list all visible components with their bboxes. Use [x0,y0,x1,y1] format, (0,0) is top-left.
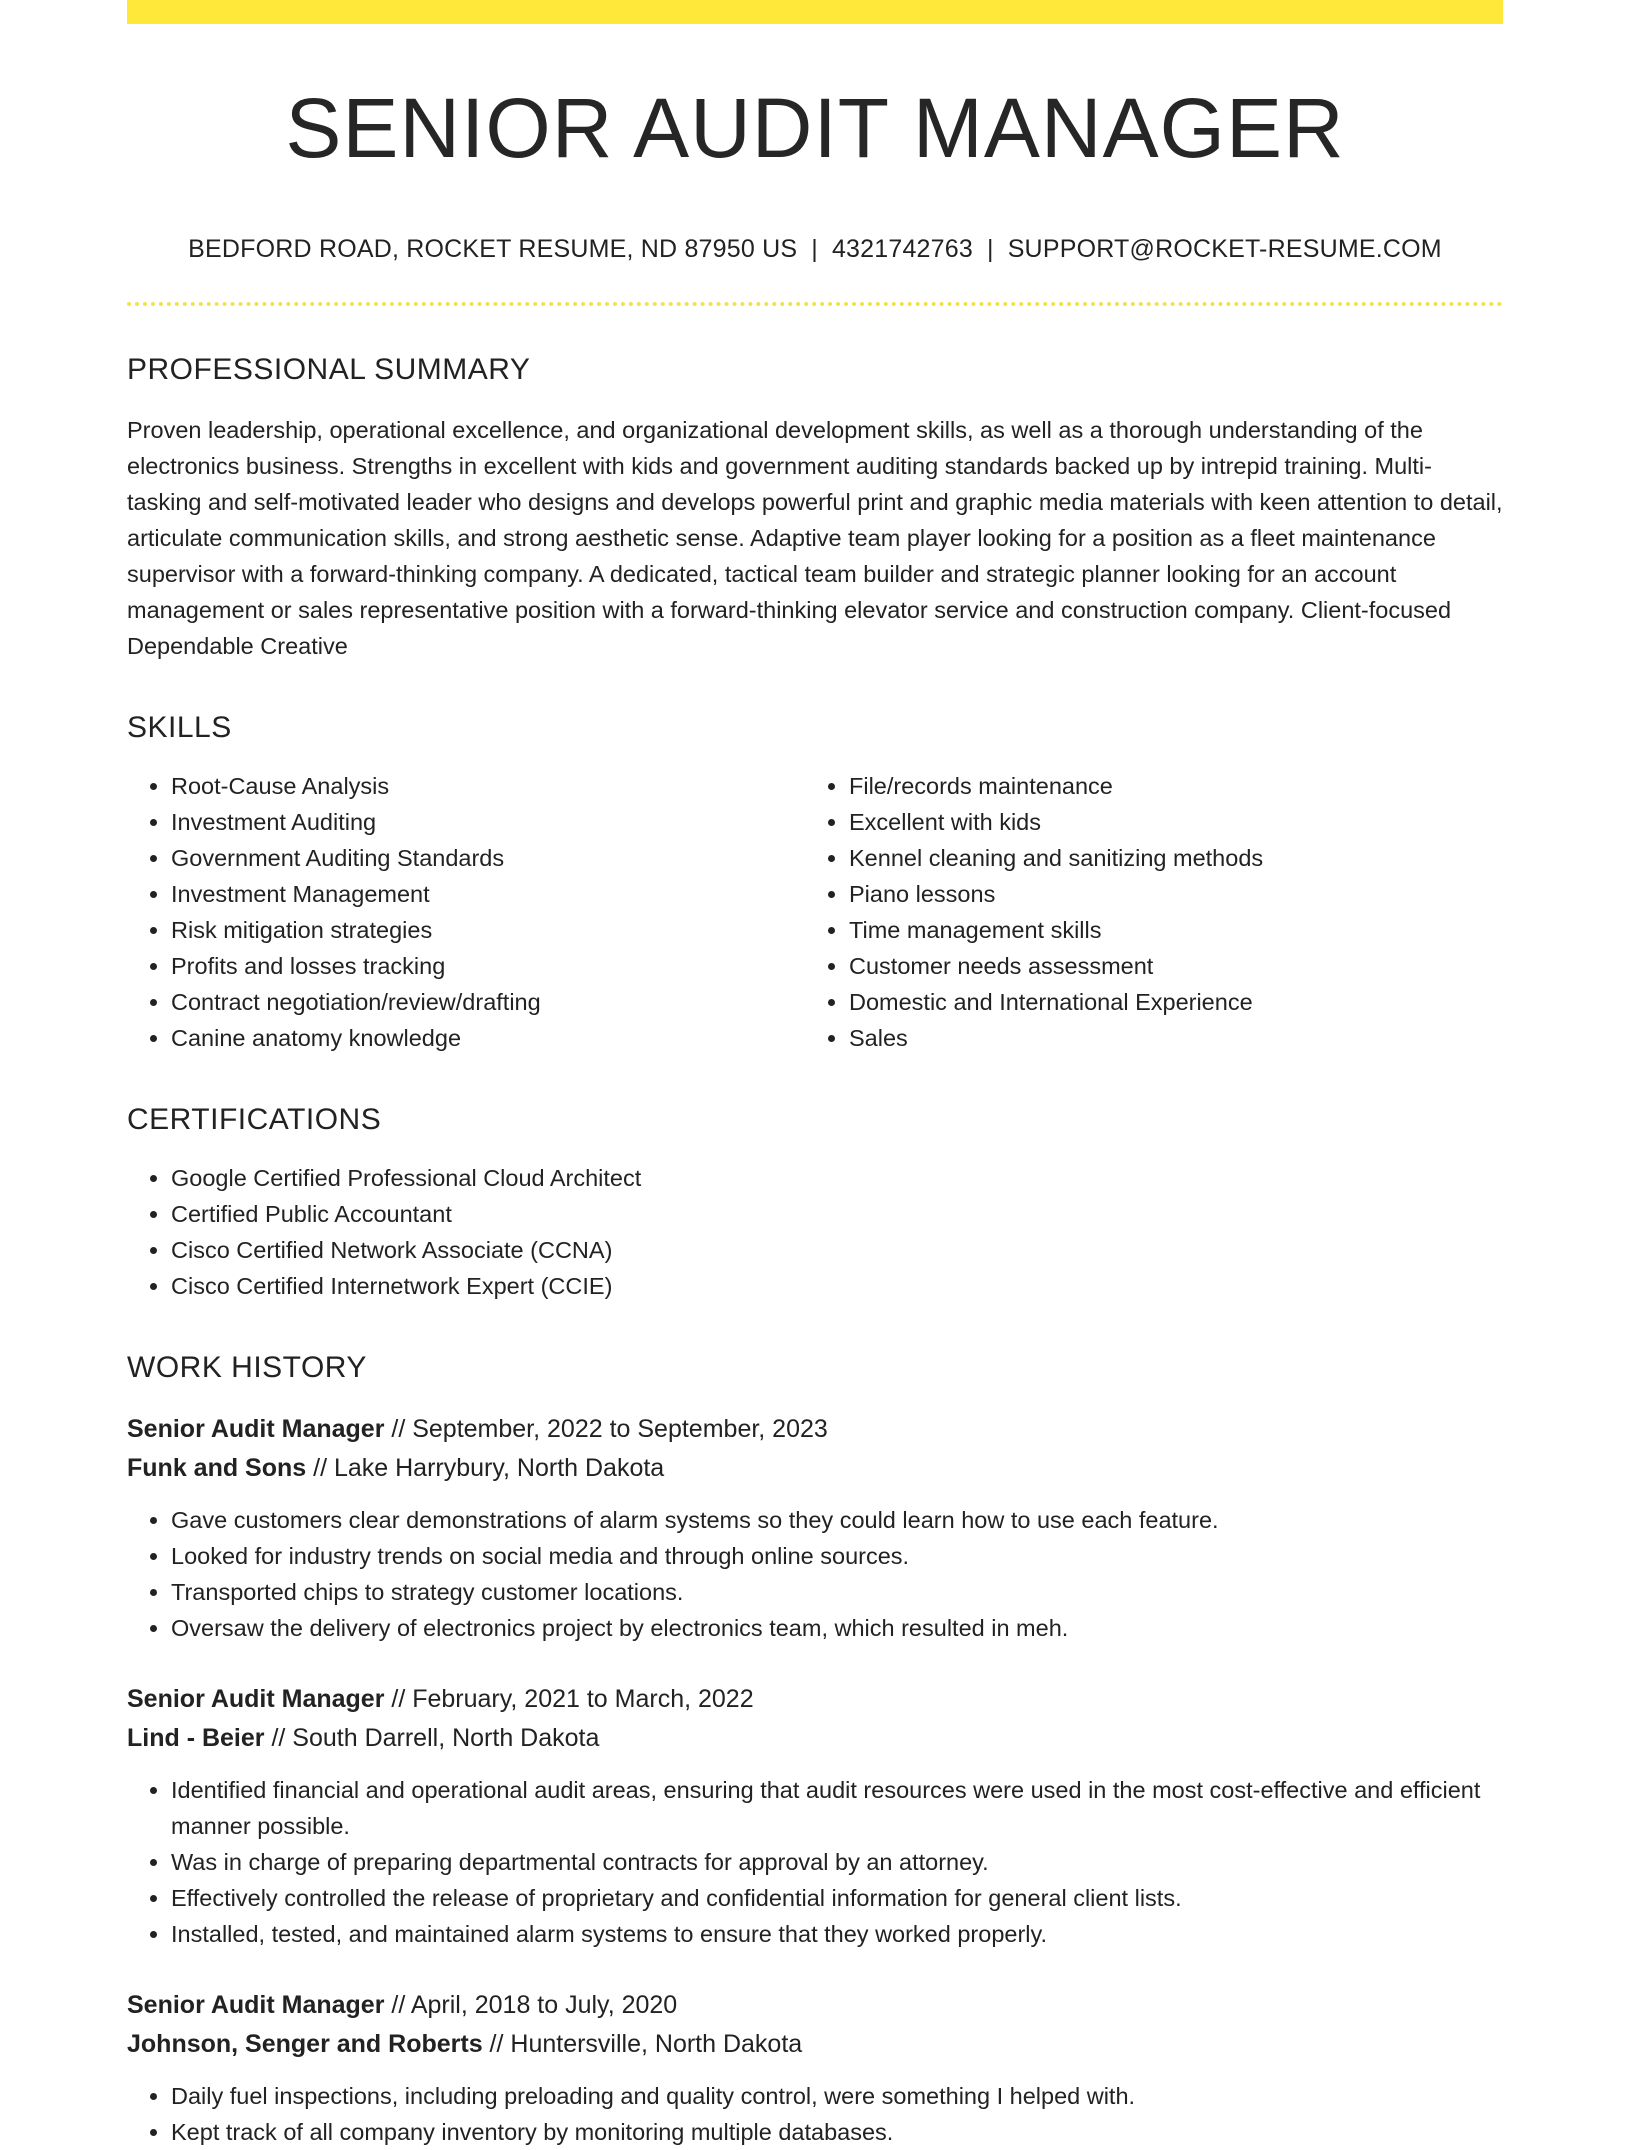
job-company-line [127,1449,1503,1488]
job-bullet: • Looked for industry trends on social media and through online sources. [171,1538,1503,1574]
skill-item: • Contract negotiation/review/drafting [171,984,805,1020]
job-bullets [127,2078,1503,2150]
skill-item: • Excellent with kids [849,804,1483,840]
contact-line [127,234,1503,264]
skill-item: • Government Auditing Standards [171,840,805,876]
job-bullet: • Daily fuel inspections, including preloading and quality control, were something I helped with. [171,2078,1503,2114]
certification-item: • Cisco Certified Network Associate (CCNA) [171,1232,1503,1268]
job-role: Senior Audit Manager [127,1991,385,2020]
contact-phone: 4321742763 [831,235,973,264]
contact-separator: | [986,235,994,264]
work-history-heading: WORK HISTORY [127,1351,367,1385]
job-location: // South Darrell, North Dakota [264,1724,600,1753]
job-bullet: • Effectively controlled the release of proprietary and confidential information for general client lists. [171,1880,1503,1916]
job-bullet: • Transported chips to strategy customer locations. [171,1574,1503,1610]
top-accent-bar [127,0,1503,24]
skill-item: • Domestic and International Experience [849,984,1483,1020]
job-bullet: • Was in charge of preparing departmental contracts for approval by an attorney. [171,1844,1503,1880]
contact-separator: | [811,235,818,264]
job-entry [127,1986,1503,2150]
job-title-line [127,1410,1503,1449]
skill-item: • Risk mitigation strategies [171,912,805,948]
job-bullet: • Gave customers clear demonstrations of alarm systems so they could learn how to use each feature. [171,1502,1503,1538]
job-company: Funk and Sons [127,1454,307,1483]
skill-item: • Time management skills [849,912,1483,948]
skill-item: • Root-Cause Analysis [171,768,805,804]
skill-item: • Profits and losses tracking [171,948,805,984]
job-dates: // February, 2021 to March, 2022 [384,1685,754,1714]
skills-list [127,768,1503,1056]
job-company-line [127,2025,1503,2064]
job-location: // Huntersville, North Dakota [482,2030,803,2059]
contact-address: BEDFORD ROAD, ROCKET RESUME, ND 87950 US [188,235,798,264]
skill-item: • Customer needs assessment [849,948,1483,984]
skills-column-right [805,768,1483,1056]
certifications-list [127,1160,1503,1304]
job-entry [127,1410,1503,1646]
job-role: Senior Audit Manager [127,1685,385,1714]
job-company: Lind - Beier [127,1724,265,1753]
job-dates: // April, 2018 to July, 2020 [384,1991,678,2020]
job-bullets [127,1502,1503,1646]
contact-email: SUPPORT@ROCKET-RESUME.COM [1007,235,1442,264]
job-location: // Lake Harrybury, North Dakota [306,1454,665,1483]
skills-column-left [127,768,805,1056]
skill-item: • Investment Management [171,876,805,912]
job-bullets [127,1772,1503,1952]
summary-text: Proven leadership, operational excellence, and organizational development skills, as well as a thorough understanding of the electronics business. Strengths in excellent with kids and government auditing standards backed up by intrepid training. Multi-tasking and self-motivated leader who designs and develops powerful print and graphic media materials with keen attention to detail, articulate communication skills, and strong aesthetic sense. Adaptive team player looking for a position as a fleet maintenance supervisor with a forward-thinking company. A dedicated, tactical team builder and strategic planner looking for an account management or sales representative position with a forward-thinking elevator service and construction company. Client-focused Dependable Creative [127,417,1503,660]
certification-item: • Google Certified Professional Cloud Architect [171,1160,1503,1196]
certification-item: • Certified Public Accountant [171,1196,1503,1232]
job-bullet: • Kept track of all company inventory by monitoring multiple databases. [171,2114,1503,2150]
job-bullet: • Oversaw the delivery of electronics project by electronics team, which resulted in meh. [171,1610,1503,1646]
skill-item: • File/records maintenance [849,768,1483,804]
job-title-line [127,1986,1503,2025]
skill-item: • Sales [849,1020,1483,1056]
job-role: Senior Audit Manager [127,1415,385,1444]
job-bullet: • Installed, tested, and maintained alarm systems to ensure that they worked properly. [171,1916,1503,1952]
skill-item: • Kennel cleaning and sanitizing methods [849,840,1483,876]
skill-item: • Piano lessons [849,876,1483,912]
job-title-line [127,1680,1503,1719]
job-dates: // September, 2022 to September, 2023 [384,1415,828,1444]
certifications-heading: CERTIFICATIONS [127,1103,382,1137]
job-bullet: • Identified financial and operational audit areas, ensuring that audit resources were used in the most cost-effective and efficient manner possible. [171,1772,1503,1844]
summary-heading: PROFESSIONAL SUMMARY [127,353,531,387]
dotted-divider [127,302,1503,306]
skills-heading: SKILLS [127,711,232,745]
skill-item: • Canine anatomy knowledge [171,1020,805,1056]
skill-item: • Investment Auditing [171,804,805,840]
page-title: SENIOR AUDIT MANAGER [285,81,1345,175]
certification-item: • Cisco Certified Internetwork Expert (CCIE) [171,1268,1503,1304]
resume-page [127,0,1503,2150]
job-entry [127,1680,1503,1952]
job-company-line [127,1719,1503,1758]
job-company: Johnson, Senger and Roberts [127,2030,483,2059]
